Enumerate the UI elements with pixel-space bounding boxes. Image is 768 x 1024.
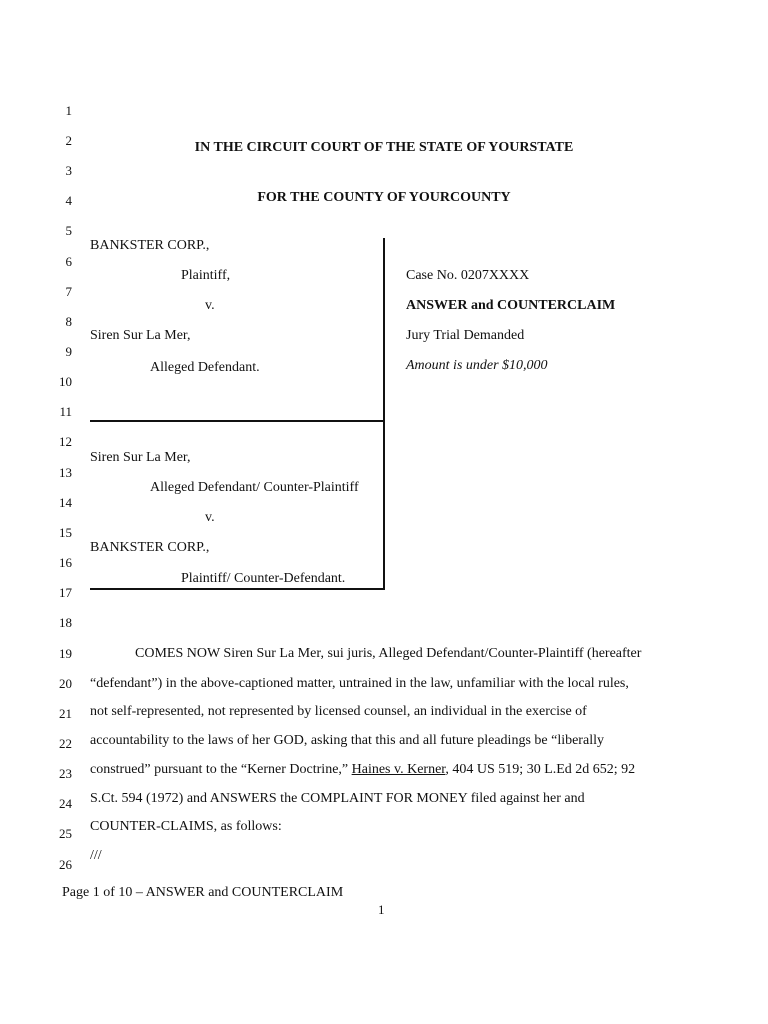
line-number: 11 bbox=[59, 404, 72, 419]
case-number: Case No. 0207XXXX bbox=[406, 268, 530, 283]
body-line-prefix: construed” pursuant to the “Kerner Doctrine,” bbox=[90, 762, 352, 777]
body-line: not self-represented, not represented by licensed counsel, an individual in the exercise of bbox=[90, 704, 587, 719]
plaintiff-name: BANKSTER CORP., bbox=[90, 238, 210, 253]
body-line: COMES NOW Siren Sur La Mer, sui juris, Alleged Defendant/Counter-Plaintiff (hereafter bbox=[135, 646, 642, 661]
line-number: 4 bbox=[65, 193, 72, 208]
line-number: 10 bbox=[59, 374, 72, 389]
line-number: 18 bbox=[59, 615, 72, 630]
line-number: 7 bbox=[65, 284, 72, 299]
defendant-name: Siren Sur La Mer, bbox=[90, 328, 191, 343]
plaintiff-role: Plaintiff, bbox=[181, 268, 231, 283]
line-number: 15 bbox=[59, 525, 72, 540]
case-citation: Haines v. Kerner bbox=[351, 762, 446, 777]
body-line: COUNTER-CLAIMS, as follows: bbox=[90, 819, 282, 834]
line-number: 20 bbox=[59, 676, 72, 691]
versus-label: v. bbox=[205, 298, 215, 313]
line-number: 12 bbox=[59, 434, 72, 449]
line-number: 1 bbox=[65, 103, 72, 118]
line-number: 26 bbox=[59, 857, 72, 872]
line-number: 8 bbox=[65, 314, 72, 329]
line-number: 3 bbox=[65, 163, 72, 178]
body-line: “defendant”) in the above-captioned matter, untrained in the law, unfamiliar with the local rules, bbox=[90, 676, 629, 691]
line-number: 23 bbox=[59, 766, 72, 781]
versus-label: v. bbox=[205, 510, 215, 525]
counter-defendant-name: BANKSTER CORP., bbox=[90, 540, 210, 555]
amount-note: Amount is under $10,000 bbox=[406, 358, 548, 373]
body-line: accountability to the laws of her GOD, asking that this and all future pleadings be “liberally bbox=[90, 733, 604, 748]
line-number: 13 bbox=[59, 465, 72, 480]
counter-defendant-role: Plaintiff/ Counter-Defendant. bbox=[181, 571, 346, 586]
line-number: 25 bbox=[59, 826, 72, 841]
county-title: FOR THE COUNTY OF YOURCOUNTY bbox=[257, 190, 511, 205]
line-number: 16 bbox=[59, 555, 72, 570]
defendant-role: Alleged Defendant. bbox=[150, 360, 260, 375]
caption-vertical-rule bbox=[383, 238, 385, 590]
counter-plaintiff-name: Siren Sur La Mer, bbox=[90, 450, 191, 465]
jury-demand: Jury Trial Demanded bbox=[406, 328, 525, 343]
line-number: 19 bbox=[59, 646, 72, 661]
line-number: 9 bbox=[65, 344, 72, 359]
line-number: 6 bbox=[65, 254, 72, 269]
page-number: 1 bbox=[378, 902, 385, 917]
body-line-suffix: , 404 US 519; 30 L.Ed 2d 652; 92 bbox=[445, 762, 636, 777]
page-footer-label: Page 1 of 10 – ANSWER and COUNTERCLAIM bbox=[62, 885, 344, 900]
body-line: S.Ct. 594 (1972) and ANSWERS the COMPLAINT FOR MONEY filed against her and bbox=[90, 791, 585, 806]
court-title: IN THE CIRCUIT COURT OF THE STATE OF YOURSTATE bbox=[194, 140, 574, 155]
line-number: 22 bbox=[59, 736, 72, 751]
body-line bbox=[90, 762, 635, 778]
caption-divider-rule bbox=[90, 420, 385, 422]
line-number: 24 bbox=[59, 796, 72, 811]
line-number: 2 bbox=[65, 133, 72, 148]
caption-bottom-rule bbox=[90, 588, 385, 590]
document-title: ANSWER and COUNTERCLAIM bbox=[406, 298, 616, 313]
line-number: 14 bbox=[59, 495, 72, 510]
line-number: 17 bbox=[59, 585, 72, 600]
line-number: 21 bbox=[59, 706, 72, 721]
counter-plaintiff-role: Alleged Defendant/ Counter-Plaintiff bbox=[150, 480, 359, 495]
line-number: 5 bbox=[65, 223, 72, 238]
section-break-marker: /// bbox=[90, 848, 102, 863]
